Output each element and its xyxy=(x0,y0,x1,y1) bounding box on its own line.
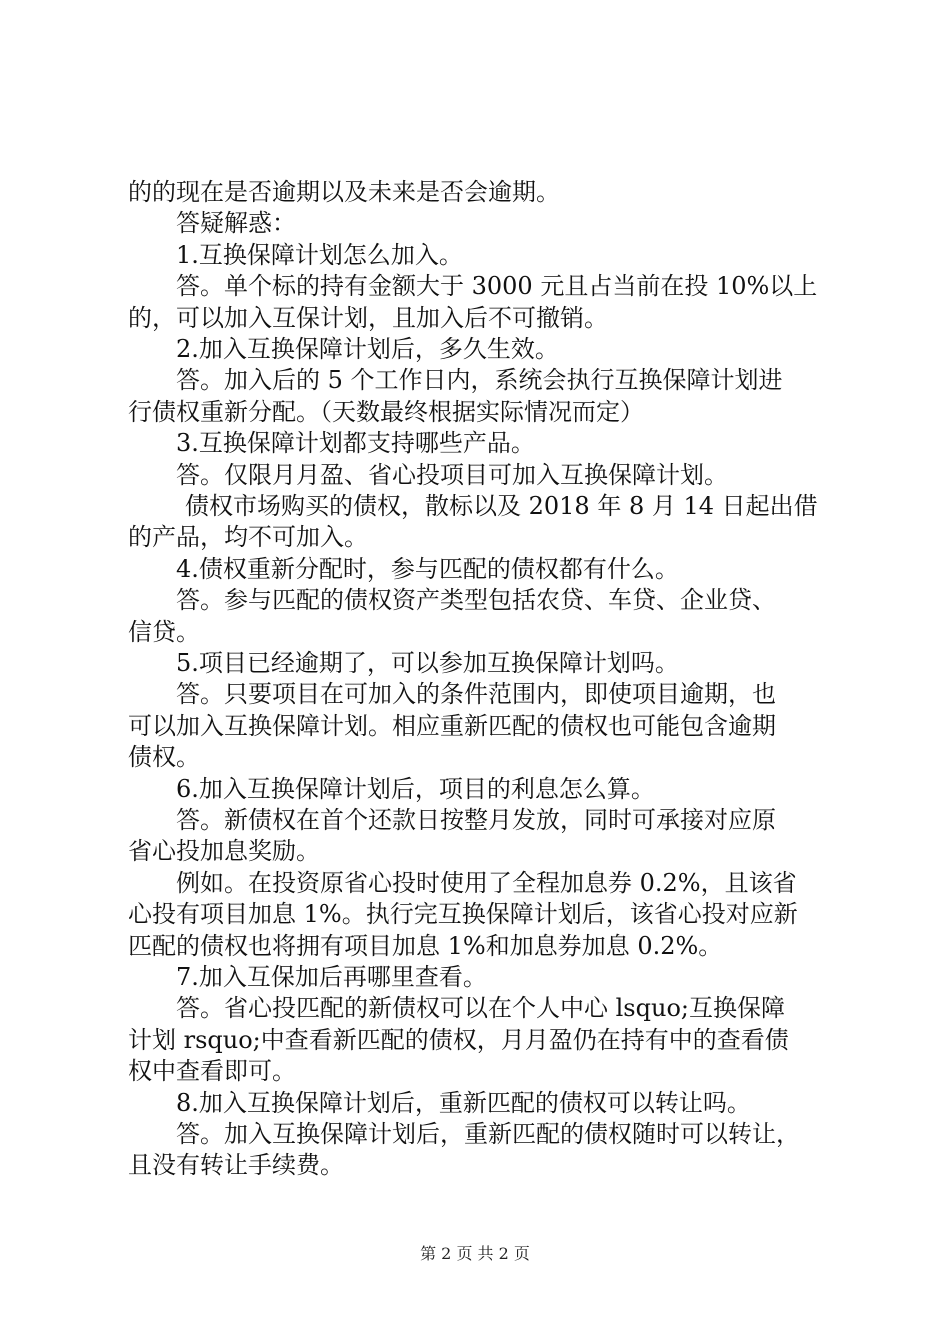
text-line: 的，可以加入互保计划，且加入后不可撤销。 xyxy=(128,304,608,332)
question-line: 3.互换保障计划都支持哪些产品。 xyxy=(176,429,535,457)
question-line: 7.加入互保加后再哪里查看。 xyxy=(176,963,487,991)
text-line: 权中查看即可。 xyxy=(128,1057,296,1085)
answer-line: 答。只要项目在可加入的条件范围内，即使项目逾期，也 xyxy=(176,680,776,708)
text-line: 的的现在是否逾期以及未来是否会逾期。 xyxy=(128,178,560,206)
example-line: 例如。在投资原省心投时使用了全程加息券 0.2%，且该省 xyxy=(176,869,797,897)
answer-line: 答。单个标的持有金额大于 3000 元且占当前在投 10%以上 xyxy=(176,272,818,300)
question-line: 4.债权重新分配时，参与匹配的债权都有什么。 xyxy=(176,555,679,583)
question-line: 5.项目已经逾期了，可以参加互换保障计划吗。 xyxy=(176,649,679,677)
text-line: 匹配的债权也将拥有项目加息 1%和加息券加息 0.2%。 xyxy=(128,932,723,960)
text-line: 可以加入互换保障计划。相应重新匹配的债权也可能包含逾期 xyxy=(128,712,776,740)
text-line: 信贷。 xyxy=(128,618,200,646)
answer-line: 答。仅限月月盈、省心投项目可加入互换保障计划。 xyxy=(176,461,728,489)
page-footer xyxy=(0,1244,950,1264)
text-line: 债权。 xyxy=(128,743,200,771)
text-line: 行债权重新分配。（天数最终根据实际情况而定） xyxy=(128,398,644,426)
page-number-label: 第 2 页 共 2 页 xyxy=(420,1244,530,1263)
question-line: 8.加入互换保障计划后，重新匹配的债权可以转让吗。 xyxy=(176,1089,751,1117)
question-line: 2.加入互换保障计划后，多久生效。 xyxy=(176,335,559,363)
answer-line: 答。省心投匹配的新债权可以在个人中心 lsquo;互换保障 xyxy=(176,994,785,1022)
text-line: 计划 rsquo;中查看新匹配的债权，月月盈仍在持有中的查看债 xyxy=(128,1026,789,1054)
text-line: 省心投加息奖励。 xyxy=(128,837,320,865)
text-line: 的产品，均不可加入。 xyxy=(128,523,368,551)
text-line: 心投有项目加息 1%。执行完互换保障计划后，该省心投对应新 xyxy=(128,900,798,928)
section-heading: 答疑解惑： xyxy=(176,209,296,237)
text-line: 债权市场购买的债权，散标以及 2018 年 8 月 14 日起出借 xyxy=(185,492,818,520)
answer-line: 答。加入互换保障计划后，重新匹配的债权随时可以转让， xyxy=(176,1120,800,1148)
question-line: 6.加入互换保障计划后，项目的利息怎么算。 xyxy=(176,775,655,803)
answer-line: 答。参与匹配的债权资产类型包括农贷、车贷、企业贷、 xyxy=(176,586,776,614)
answer-line: 答。新债权在首个还款日按整月发放，同时可承接对应原 xyxy=(176,806,776,834)
answer-line: 答。加入后的 5 个工作日内，系统会执行互换保障计划进 xyxy=(176,366,783,394)
question-line: 1.互换保障计划怎么加入。 xyxy=(176,241,463,269)
text-line: 且没有转让手续费。 xyxy=(128,1151,344,1179)
